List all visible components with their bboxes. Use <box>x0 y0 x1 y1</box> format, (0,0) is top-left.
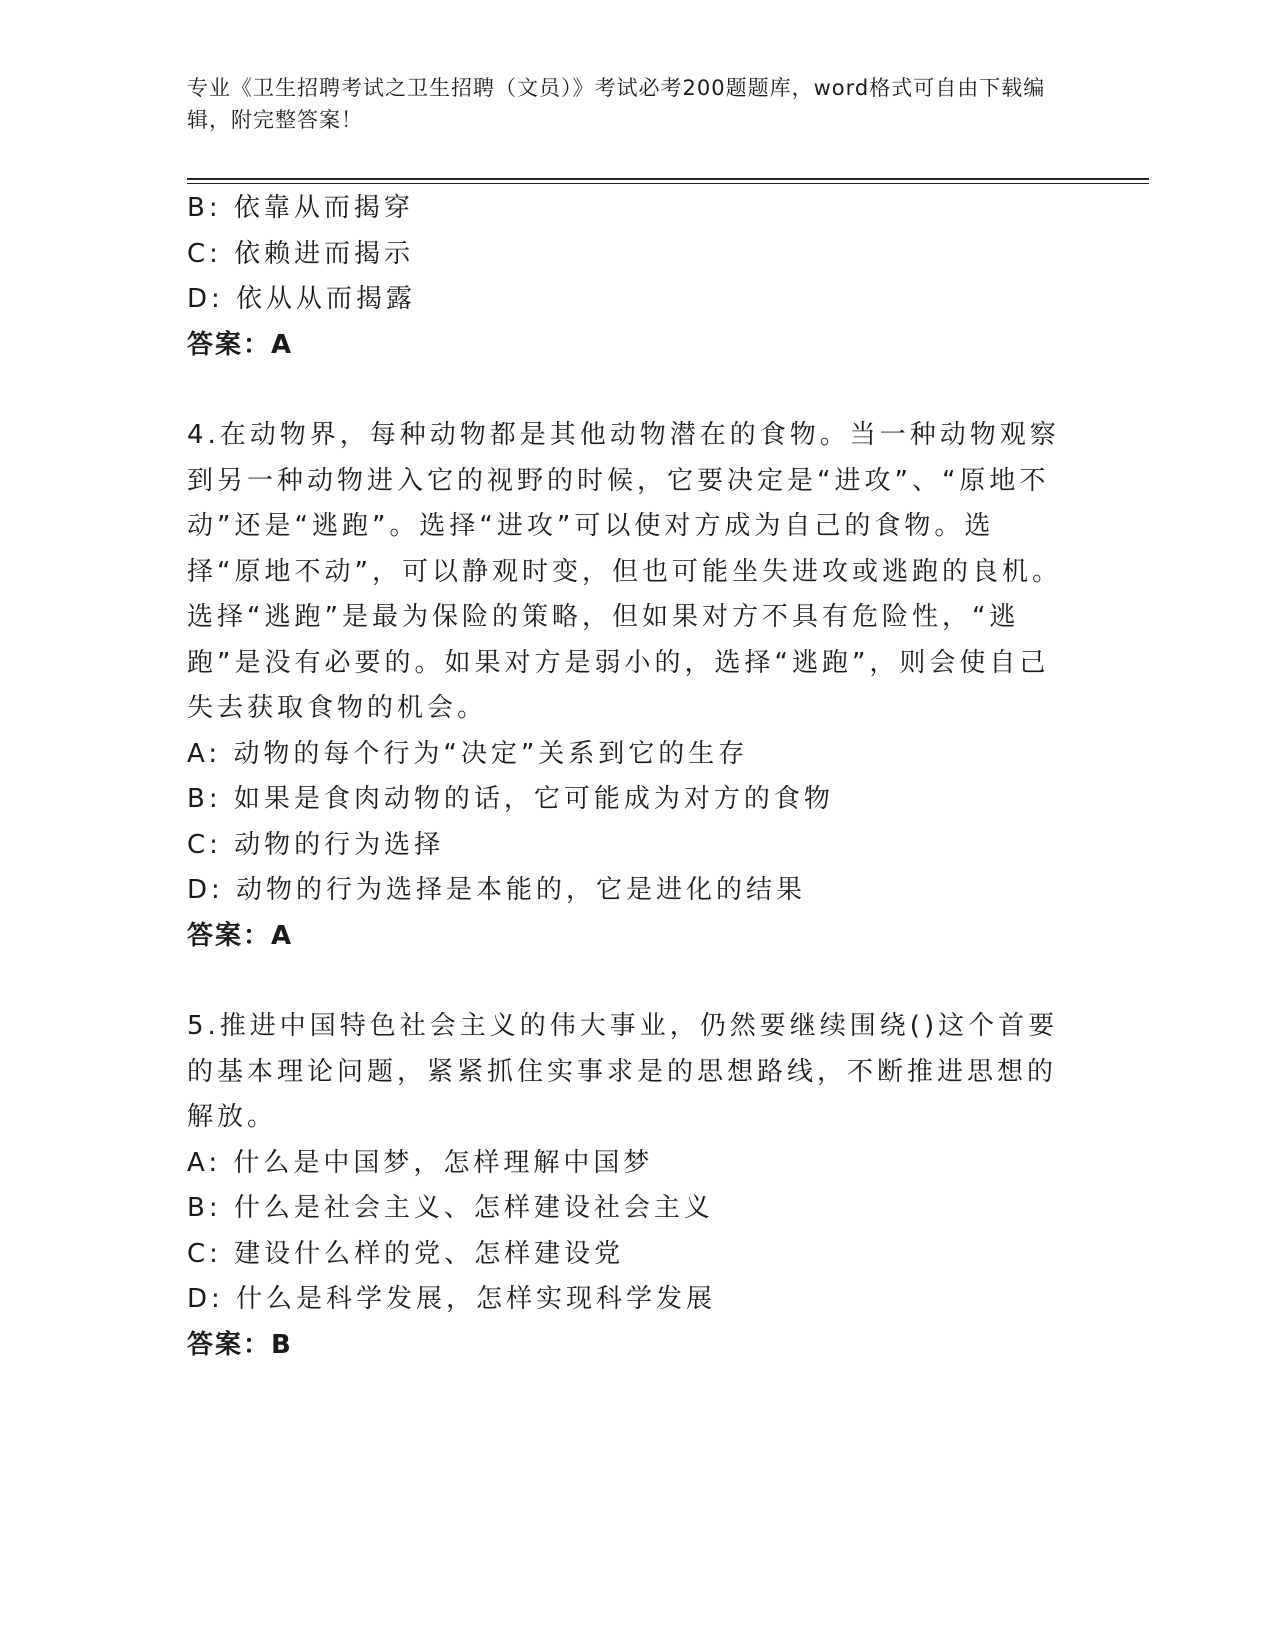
option-c: C: 建设什么样的党、怎样建设党 <box>187 1238 625 1269</box>
spacer <box>187 368 1067 413</box>
option-d: D: 依从从而揭露 <box>187 284 417 314</box>
option-d: D: 什么是科学发展，怎样实现科学发展 <box>187 1284 717 1314</box>
answer-line: 答案：A <box>187 329 294 360</box>
option-a: A: 什么是中国梦，怎样理解中国梦 <box>187 1147 654 1178</box>
question-5 <box>187 1004 1067 1368</box>
option-c: C: 动物的行为选择 <box>187 829 445 860</box>
spacer <box>187 959 1067 1004</box>
option-b: B: 如果是食肉动物的话，它可能成为对方的食物 <box>187 784 834 814</box>
question-stem: 4.在动物界，每种动物都是其他动物潜在的食物。当一种动物观察到另一种动物进入它的视野的时候，它要决定是“进攻”、“原地不动”还是“逃跑”。选择“进攻”可以使对方成为自己的食物。选择“原地不动”，可以静观时变，但也可能坐失进攻或逃跑的良机。选择“逃跑”是最为保险的策略，但如果对方不具有危险性，“逃跑”是没有必要的。如果对方是弱小的，选择“逃跑”，则会使自己失去获取食物的机会。 <box>187 420 1062 723</box>
answer-line: 答案：B <box>187 1329 293 1360</box>
option-d: D: 动物的行为选择是本能的，它是进化的结果 <box>187 875 807 905</box>
question-3-continued <box>187 186 1067 368</box>
option-c: C: 依赖进而揭示 <box>187 238 415 269</box>
question-stem: 5.推进中国特色社会主义的伟大事业，仍然要继续围绕()这个首要的基本理论问题，紧紧抓住实事求是的思想路线，不断推进思想的解放。 <box>187 1011 1059 1132</box>
header-divider-thick <box>187 178 1149 180</box>
document-body <box>187 186 1067 1368</box>
header-divider-thin <box>187 183 1149 184</box>
answer-line: 答案：A <box>187 920 294 951</box>
question-4 <box>187 413 1067 959</box>
option-b: B: 依靠从而揭穿 <box>187 193 414 223</box>
option-b: B: 什么是社会主义、怎样建设社会主义 <box>187 1193 714 1223</box>
document-header: 专业《卫生招聘考试之卫生招聘（文员）》考试必考200题题库，word格式可自由下载编辑，附完整答案！ <box>187 76 1046 132</box>
option-a: A: 动物的每个行为“决定”关系到它的生存 <box>187 738 749 769</box>
